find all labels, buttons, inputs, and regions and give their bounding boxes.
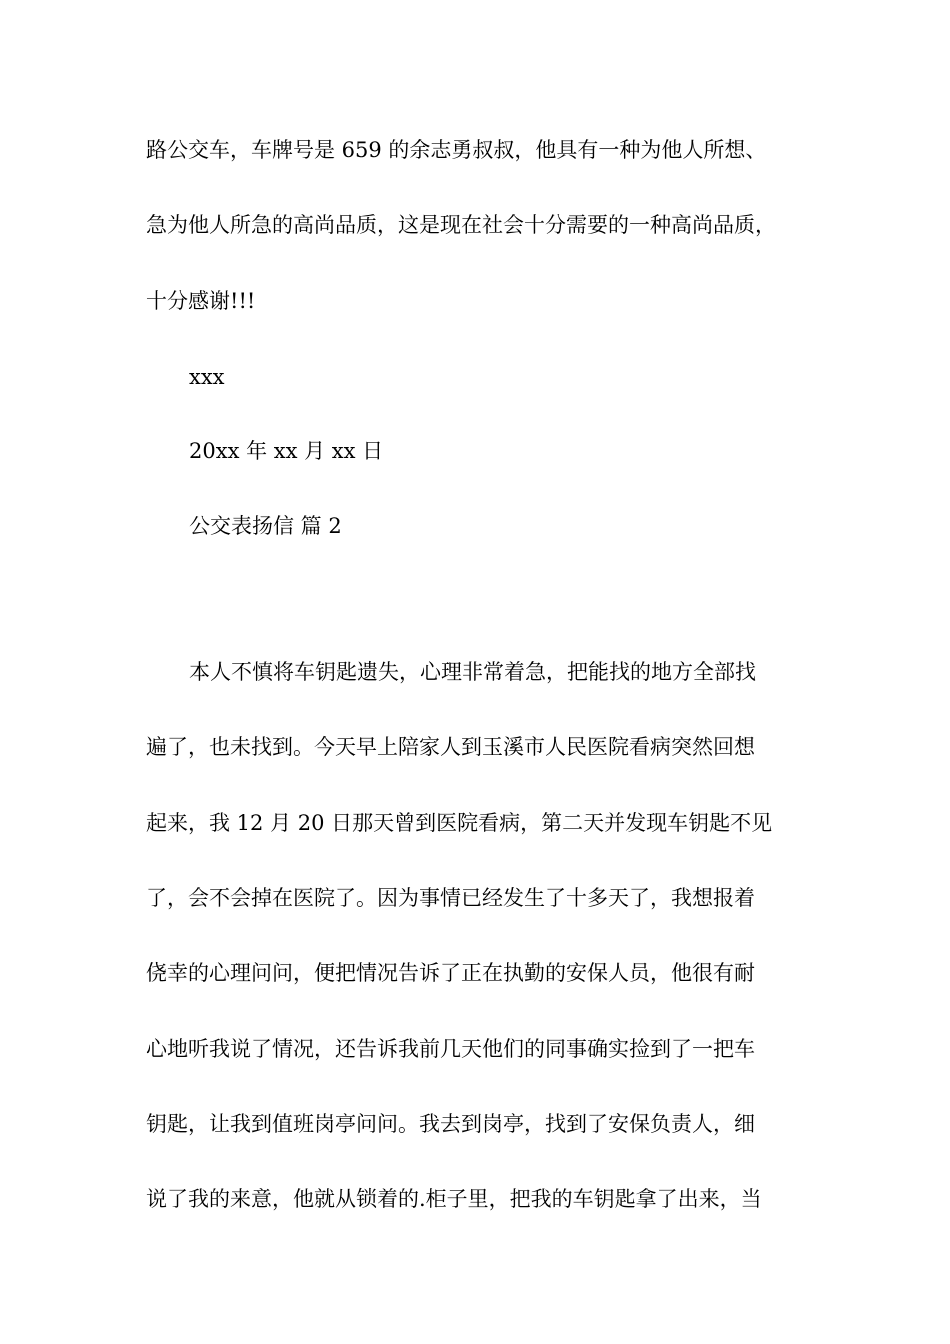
paragraph-line: 侥幸的心理问问，便把情况告诉了正在执勤的安保人员，他很有耐 bbox=[146, 961, 755, 985]
signature: xxx bbox=[189, 365, 225, 389]
paragraph-line: 起来，我 12 月 20 日那天曾到医院看病，第二天并发现车钥匙不见 bbox=[146, 811, 773, 835]
date-line: 20xx 年 xx 月 xx 日 bbox=[189, 439, 384, 463]
paragraph-line: 了，会不会掉在医院了。因为事情已经发生了十多天了，我想报着 bbox=[146, 886, 755, 910]
paragraph-line: 急为他人所急的高尚品质，这是现在社会十分需要的一种高尚品质， bbox=[146, 213, 776, 237]
section-heading: 公交表扬信 篇 2 bbox=[189, 514, 342, 538]
paragraph-line: 钥匙，让我到值班岗亭问问。我去到岗亭，找到了安保负责人，细 bbox=[146, 1112, 755, 1136]
paragraph-line: 心地听我说了情况，还告诉我前几天他们的同事确实捡到了一把车 bbox=[146, 1037, 755, 1061]
paragraph-line: 遍了，也未找到。今天早上陪家人到玉溪市人民医院看病突然回想 bbox=[146, 735, 755, 759]
paragraph-line: 本人不慎将车钥匙遗失，心理非常着急，把能找的地方全部找 bbox=[189, 660, 756, 684]
paragraph-line: 说了我的来意，他就从锁着的.柜子里，把我的车钥匙拿了出来，当 bbox=[146, 1187, 762, 1211]
paragraph-line: 十分感谢!!! bbox=[146, 289, 256, 313]
paragraph-line: 路公交车，车牌号是 659 的余志勇叔叔，他具有一种为他人所想、 bbox=[146, 138, 767, 162]
